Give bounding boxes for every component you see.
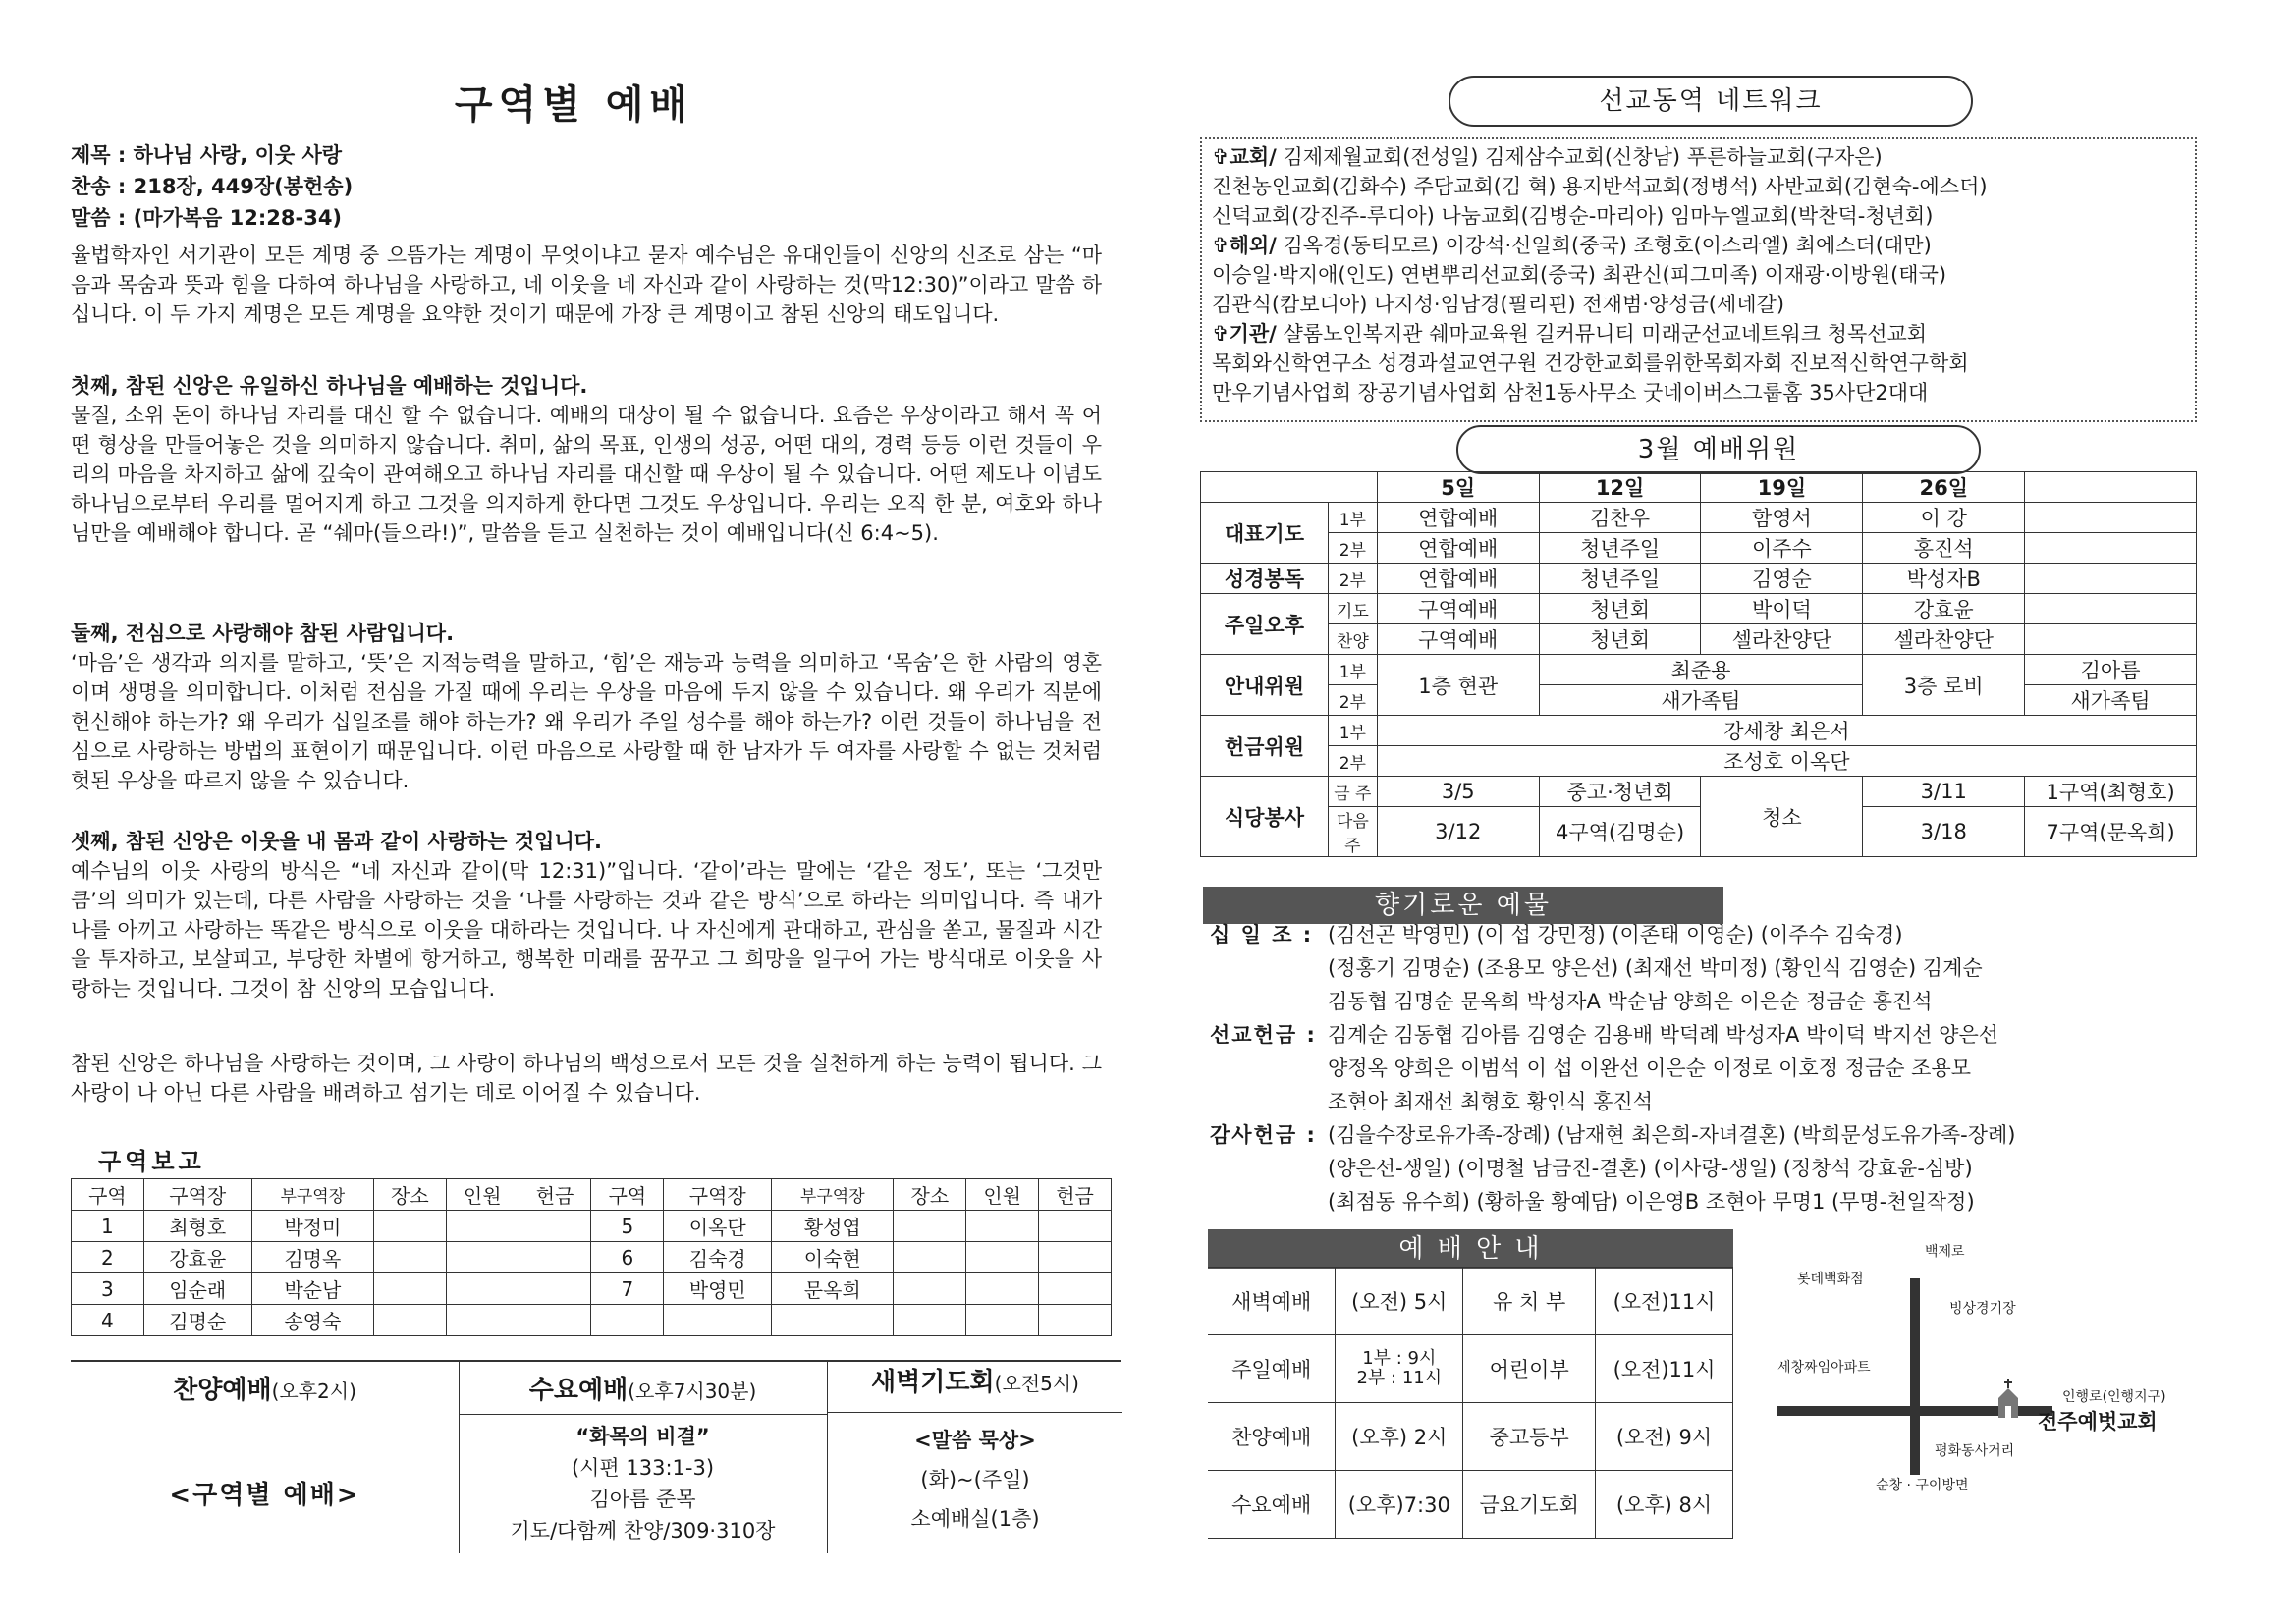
col-header: 구역장: [664, 1179, 772, 1211]
table-cell: 1: [72, 1211, 144, 1242]
table-cell: 최형호: [143, 1211, 251, 1242]
table-cell: 박정미: [251, 1211, 373, 1242]
offering-group: 선교헌금 : 김계순 김동협 김아름 김영순 김용배 박덕례 박성자A 박이덕 박지선 양은선 양정옥 양희은 이범석 이 섭 이완선 이은순 이정로 이호정 정금순 조용모 조현아 최재선 최형호 황인식 홍진석: [1210, 1023, 1999, 1113]
table-row: 대표기도 1부 연합예배 김찬우 함영서 이 강: [1201, 503, 2197, 533]
table-row: [1201, 472, 2197, 503]
table-row: 다음주 3/12 4구역(김명순) 3/18 7구역(문옥희): [1201, 807, 2197, 857]
table-cell: [373, 1305, 446, 1336]
row-label: 대표기도: [1201, 503, 1329, 564]
praise-title: 찬양예배: [173, 1376, 272, 1405]
date-header: 26일: [1863, 472, 2025, 503]
location-map: [1768, 1239, 2200, 1494]
church-name: 전주예벗교회: [2038, 1410, 2158, 1434]
dawn-time: (오전5시): [994, 1372, 1079, 1395]
row-label: 헌금위원: [1201, 716, 1329, 777]
section-2-heading: 둘째, 전심으로 사랑해야 참된 사람입니다.: [71, 622, 455, 645]
table-cell: [966, 1305, 1039, 1336]
table-cell: 이숙현: [772, 1242, 894, 1273]
page-title: 구역별 예배: [454, 82, 694, 128]
wed-order: 기도/다함께 찬양/309·310장: [510, 1519, 776, 1543]
table-cell: [446, 1211, 519, 1242]
group-report-title: 구역보고: [98, 1148, 205, 1175]
table-cell: 2: [72, 1242, 144, 1273]
table-cell: [966, 1273, 1039, 1305]
table-cell: [1039, 1305, 1112, 1336]
date-header: 19일: [1701, 472, 1863, 503]
col-header: 인원: [966, 1179, 1039, 1211]
wed-sermon-title: “화목의 비결”: [575, 1425, 710, 1448]
table-cell: [373, 1211, 446, 1242]
praise-time: (오후2시): [271, 1380, 356, 1403]
table-row: 주일오후 기도 구역예배 청년회 박이덕 강효윤: [1201, 594, 2197, 624]
sermon-scripture: 말씀 : (마가복음 12:28-34): [71, 206, 343, 230]
table-cell: 6: [591, 1242, 664, 1273]
table-cell: [1039, 1273, 1112, 1305]
table-row: 안내위원 1부 1층 현관 최준용 3층 로비 김아름: [1201, 655, 2197, 685]
map-road: [1910, 1278, 1920, 1475]
sermon-section-2: [71, 619, 1102, 795]
section-3-heading: 셋째, 참된 신앙은 이웃을 내 몸과 같이 사랑하는 것입니다.: [71, 830, 603, 853]
table-cell: [519, 1211, 591, 1242]
col-header: 구역: [591, 1179, 664, 1211]
praise-content: <구역별 예배>: [169, 1481, 360, 1510]
table-cell: 이옥단: [664, 1211, 772, 1242]
sermon-hymn: 찬송 : 218장, 449장(봉헌송): [71, 175, 354, 198]
table-cell: 김명옥: [251, 1242, 373, 1273]
section-2-text: ‘마음’은 생각과 의지를 말하고, ‘뜻’은 지적능력을 말하고, ‘힘’은 재능과 능력을 의미하고 ‘목숨’은 한 사람의 영혼이며 생명을 의미합니다. 이처럼 전심을 가질 때에 우리는 우상을 마음에 두지 않을 수 있습니다. 왜 우리가 직분에 헌신해야 하는가? 왜 우리가 십일조를 해야 하는가? 왜 우리가 주일 성수를 해야 하는가? 이런 것들이 하나님을 전심으로 사랑하는 방법의 표현이기 때문입니다. 이런 마음으로 사랑할 때 한 남자가 두 여자를 사랑할 수 없는 것처럼 헛된 우상을 따르지 않을 수 있습니다.: [71, 651, 1102, 792]
date-header: 5일: [1377, 472, 1539, 503]
wed-time: (오후7시30분): [628, 1380, 757, 1403]
table-cell: [446, 1242, 519, 1273]
praise-service: [71, 1362, 460, 1553]
worship-committee-title: 3월 예배위원: [1456, 425, 1981, 474]
map-label: 백제로: [1925, 1244, 1965, 1260]
sermon-intro: [71, 241, 1102, 329]
wed-title: 수요예배: [528, 1376, 629, 1405]
row-label: 주일오후: [1201, 594, 1329, 655]
table-row: 수요예배 (오후)7:30 금요기도회 (오후) 8시: [1208, 1471, 1733, 1539]
table-cell: 박영민: [664, 1273, 772, 1305]
row-label: 성경봉독: [1201, 564, 1329, 594]
col-header: 인원: [446, 1179, 519, 1211]
table-cell: [519, 1273, 591, 1305]
network-line: 만우기념사업회 장공기념사업회 삼천1동사무소 굿네이버스그룹홈 35사단2대대: [1212, 381, 1929, 405]
col-header: 헌금: [1039, 1179, 1112, 1211]
table-row: 헌금위원 1부 강세창 최은서: [1201, 716, 2197, 746]
map-label: 순창 · 구이방면: [1876, 1478, 1969, 1493]
offerings-list: [1210, 918, 2192, 1218]
network-line: 이승일·박지애(인도) 연변뿌리선교회(중국) 최관신(피그미족) 이재광·이방원(태국): [1212, 263, 1947, 287]
network-line: ✞교회/ 김제제월교회(전성일) 김제삼수교회(신창남) 푸른하늘교회(구자은): [1212, 145, 1883, 169]
table-row: 새벽예배 (오전) 5시 유 치 부 (오전)11시: [1208, 1268, 1733, 1335]
network-line: 목회와신학연구소 성경과설교연구원 건강한교회를위한목회자회 진보적신학연구학회: [1212, 352, 1969, 375]
table-cell: [772, 1305, 894, 1336]
table-row: 주일예배 1부 : 9시 2부 : 11시 어린이부 (오전)11시: [1208, 1335, 1733, 1403]
table-row: [72, 1273, 1112, 1305]
table-cell: 김숙경: [664, 1242, 772, 1273]
gifts-title: 향기로운 예물: [1203, 887, 1723, 924]
table-cell: [519, 1305, 591, 1336]
wednesday-service: [459, 1362, 827, 1553]
table-cell: 문옥희: [772, 1273, 894, 1305]
table-cell: 송영숙: [251, 1305, 373, 1336]
wed-scripture: (시편 133:1-3): [571, 1456, 715, 1480]
table-row: [72, 1211, 1112, 1242]
table-cell: 4: [72, 1305, 144, 1336]
network-line: 김관식(캄보디아) 나지성·임남경(필리핀) 전재범·양성금(세네갈): [1212, 293, 1785, 316]
table-cell: [519, 1242, 591, 1273]
church-icon: [1984, 1377, 2033, 1421]
table-cell: 3: [72, 1273, 144, 1305]
section-1-heading: 첫째, 참된 신앙은 유일하신 하나님을 예배하는 것입니다.: [71, 374, 588, 398]
col-header: 장소: [894, 1179, 966, 1211]
map-label: 평화동사거리: [1935, 1443, 2015, 1459]
table-cell: [894, 1305, 966, 1336]
map-label: 세창짜임아파트: [1777, 1360, 1871, 1376]
col-header: 부구역장: [251, 1179, 373, 1211]
row-label: 안내위원: [1201, 655, 1329, 716]
network-line: 진천농인교회(김화수) 주담교회(김 혁) 용지반석교회(정병석) 사반교회(김현숙-에스더): [1212, 175, 1988, 198]
table-cell: [591, 1305, 664, 1336]
table-row: 2부 조성호 이옥단: [1201, 746, 2197, 777]
sermon-subject: 제목 : 하나님 사랑, 이웃 사랑: [71, 143, 343, 167]
table-cell: [894, 1242, 966, 1273]
table-cell: [1039, 1211, 1112, 1242]
table-cell: [446, 1273, 519, 1305]
group-report-header-row: [72, 1179, 1112, 1211]
dawn-prayer: [827, 1362, 1122, 1553]
service-guide-title: 예 배 안 내: [1208, 1229, 1733, 1269]
table-cell: 강효윤: [143, 1242, 251, 1273]
offering-group: 감사헌금 : (김을수장로유가족-장례) (남재현 최은희-자녀결혼) (박희문성도유가족-장례) (양은선-생일) (이명철 남금진-결혼) (이사랑-생일) (정창석 강효윤-심방) (최점동 유수희) (황하울 황예담) 이은영B 조현아 무명1 (무명-천일작정): [1210, 1123, 2016, 1214]
table-row: 찬양 구역예배 청년회 셀라찬양단 셀라찬양단: [1201, 624, 2197, 655]
col-header: 부구역장: [772, 1179, 894, 1211]
table-cell: 7: [591, 1273, 664, 1305]
table-cell: 박순남: [251, 1273, 373, 1305]
network-line: ✞해외/ 김옥경(동티모르) 이강석·신일희(중국) 조형호(이스라엘) 최에스더(대만): [1212, 234, 1932, 257]
table-cell: [664, 1305, 772, 1336]
map-label: 인행로(인행지구): [2062, 1389, 2166, 1405]
table-row: 식당봉사 금 주 3/5 중고·청년회 청소 3/11 1구역(최형호): [1201, 777, 2197, 807]
table-cell: [373, 1273, 446, 1305]
sermon-conclusion: [71, 1049, 1102, 1108]
map-label: 빙상경기장: [1949, 1301, 2016, 1317]
table-cell: [894, 1273, 966, 1305]
col-header: 구역: [72, 1179, 144, 1211]
col-header: 헌금: [519, 1179, 591, 1211]
table-row: 2부 연합예배 청년주일 이주수 홍진석: [1201, 533, 2197, 564]
table-cell: 김명순: [143, 1305, 251, 1336]
table-row: [72, 1305, 1112, 1336]
network-line: ✞기관/ 샬롬노인복지관 쉐마교육원 길커뮤니티 미래군선교네트워크 청목선교회: [1212, 322, 1928, 346]
table-cell: 황성엽: [772, 1211, 894, 1242]
dawn-line-2: (화)~(주일): [920, 1468, 1030, 1491]
table-cell: [966, 1242, 1039, 1273]
mission-network-box: [1200, 137, 2197, 422]
table-row: 2부 새가족팀 새가족팀: [1201, 685, 2197, 716]
col-header: 구역장: [143, 1179, 251, 1211]
table-cell: [373, 1242, 446, 1273]
section-3-text: 예수님의 이웃 사랑의 방식은 “네 자신과 같이(막 12:31)”입니다. ‘같이’라는 말에는 ‘같은 정도’, 또는 ‘그것만큼’의 의미가 있는데, 다른 사람을 사랑하는 것을 ‘나를 사랑하는 것과 같은 방식’으로 하라는 의미입니다. 즉 내가 나를 아끼고 사랑하는 똑같은 방식으로 이웃을 대하라는 것입니다. 나 자신에게 관대하고, 관심을 쏟고, 물질과 시간을 투자하고, 보살피고, 부당한 차별에 항거하고, 행복한 미래를 꿈꾸고 그 희망을 일구어 가는 방식대로 이웃을 사랑하는 것입니다. 그것이 참 신앙의 모습입니다.: [71, 859, 1102, 1001]
table-row: 성경봉독 2부 연합예배 청년주일 김영순 박성자B: [1201, 564, 2197, 594]
table-row: [72, 1242, 1112, 1273]
section-1-text: 물질, 소위 돈이 하나님 자리를 대신 할 수 없습니다. 예배의 대상이 될 수 없습니다. 요즘은 우상이라고 해서 꼭 어떤 형상을 만들어놓은 것을 의미하지 않습니다. 취미, 삶의 목표, 인생의 성공, 어떤 대의, 경력 등등 이런 것들이 우리의 마음을 차지하고 삶에 깊숙이 관여해오고 하나님 자리를 대신할 때 우상이 될 수 있습니다. 어떤 제도나 이념도 하나님으로부터 우리를 멀어지게 하고 그것을 의지하게 한다면 그것도 우상입니다. 우리는 오직 한 분, 여호와 하나님만을 예배해야 합니다. 곧 “쉐마(들으라!)”, 말씀을 듣고 실천하는 것이 예배입니다(신 6:4~5).: [71, 404, 1102, 545]
worship-committee-table: [1200, 471, 2197, 857]
conclusion-text: 참된 신앙은 하나님을 사랑하는 것이며, 그 사랑이 하나님의 백성으로서 모든 것을 실천하게 하는 능력이 됩니다. 그 사랑이 나 아닌 다른 사람을 배려하고 섬기는 데로 이어질 수 있습니다.: [71, 1052, 1102, 1105]
dawn-title: 새벽기도회: [871, 1368, 995, 1397]
network-line: 신덕교회(강진주-루디아) 나눔교회(김병순-마리아) 임마누엘교회(박찬덕-청년회): [1212, 204, 1934, 228]
table-cell: [1039, 1242, 1112, 1273]
table-cell: [966, 1211, 1039, 1242]
sermon-section-3: [71, 827, 1102, 1003]
row-label: 식당봉사: [1201, 777, 1329, 857]
table-cell: 임순래: [143, 1273, 251, 1305]
group-report-table: [71, 1178, 1112, 1336]
table-cell: [446, 1305, 519, 1336]
weekly-services: [71, 1360, 1121, 1558]
date-header: 12일: [1539, 472, 1701, 503]
wed-preacher: 김아름 준목: [589, 1488, 696, 1511]
intro-text: 율법학자인 서기관이 모든 계명 중 으뜸가는 계명이 무엇이냐고 묻자 예수님은 유대인들이 신앙의 신조로 삼는 “마음과 목숨과 뜻과 힘을 다하여 하나님을 사랑하고, 네 이웃을 네 자신과 같이 사랑하는 것(막12:30)”이라고 말씀 하십니다. 이 두 가지 계명은 모든 계명을 요약한 것이기 때문에 가장 큰 계명이고 참된 신앙의 태도입니다.: [71, 244, 1102, 326]
map-label: 롯데백화점: [1797, 1272, 1864, 1287]
table-row: 찬양예배 (오후) 2시 중고등부 (오전) 9시: [1208, 1403, 1733, 1471]
table-cell: 5: [591, 1211, 664, 1242]
service-guide-table: [1208, 1267, 1733, 1539]
table-cell: [894, 1211, 966, 1242]
offering-group: 십 일 조 : (김선곤 박영민) (이 섭 강민정) (이존태 이영순) (이주수 김숙경) (정홍기 김명순) (조용모 양은선) (최재선 박미정) (황인식 김영순) 김계순 김동협 김명순 문옥희 박성자A 박순남 양희은 이은순 정금순 홍진석: [1210, 923, 1983, 1013]
network-title: 선교동역 네트워크: [1449, 76, 1973, 127]
dawn-line-3: 소예배실(1층): [910, 1507, 1040, 1531]
sermon-meta: [71, 139, 353, 234]
sermon-section-1: [71, 371, 1102, 548]
col-header: 장소: [373, 1179, 446, 1211]
dawn-line-1: <말씀 묵상>: [914, 1429, 1036, 1452]
